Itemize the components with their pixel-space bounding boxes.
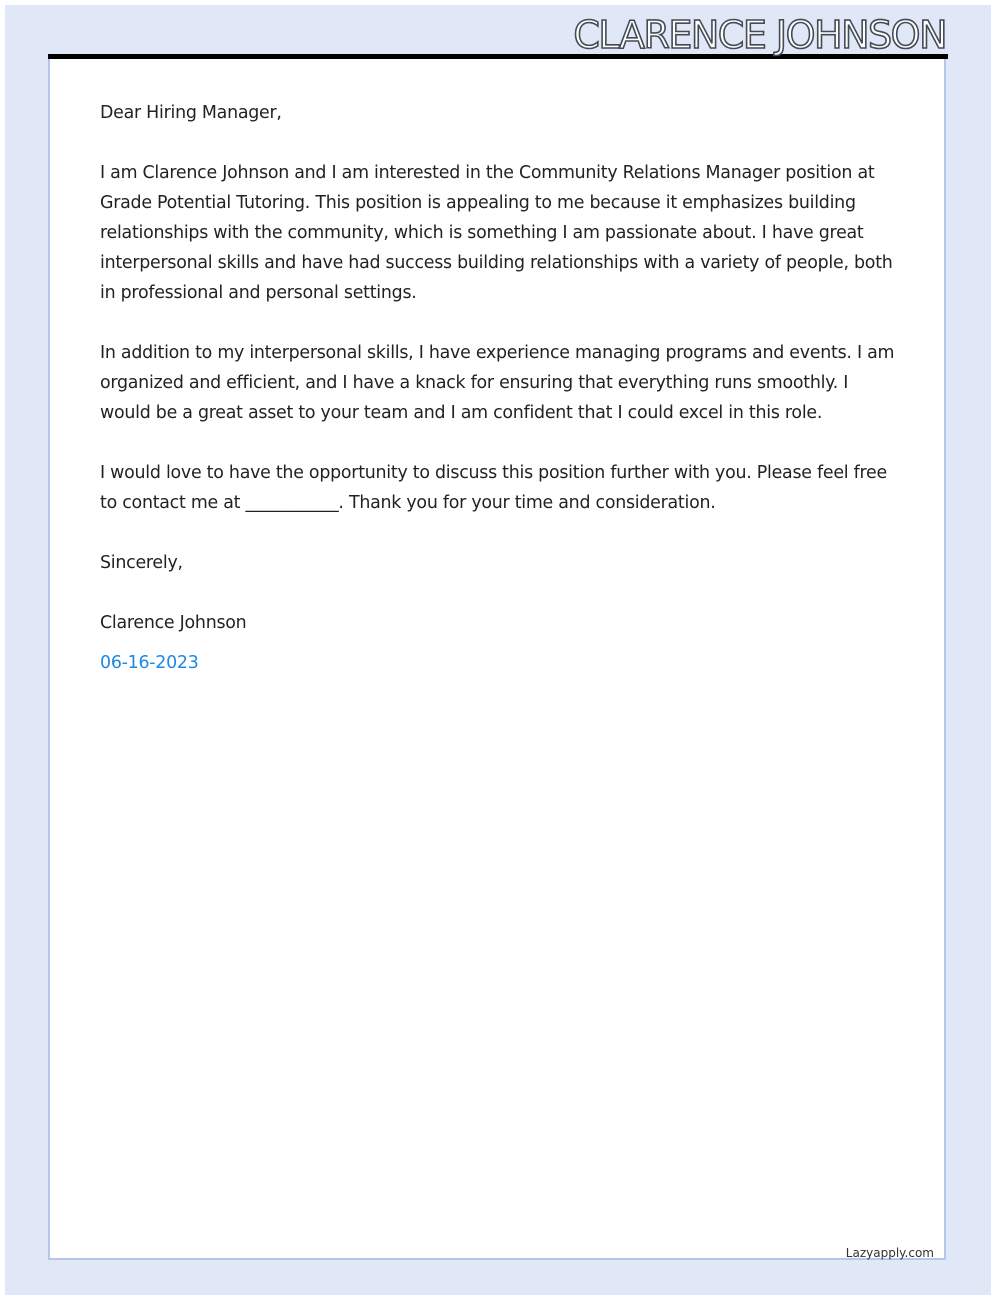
closing-phrase: Sincerely, (100, 553, 183, 573)
letter-date: 06-16-2023 (100, 653, 199, 673)
salutation: Dear Hiring Manager, (100, 103, 282, 123)
signature-name: Clarence Johnson (100, 613, 247, 633)
cover-letter-body (100, 98, 900, 678)
applicant-name-heading: CLARENCE JOHNSON (573, 13, 946, 57)
paragraph-closing: I would love to have the opportunity to discuss this position further with you. Please feel free to contact me at ___________. Thank you for your time and consideration. (100, 463, 887, 513)
paragraph-experience: In addition to my interpersonal skills, I have experience managing programs and events. I am organized and efficient, and I have a knack for ensuring that everything runs smoothly. I would be a great asset to your team and I am confident that I could excel in this role. (100, 343, 895, 423)
footer-brand: Lazyapply.com (845, 1246, 934, 1260)
paragraph-intro: I am Clarence Johnson and I am interested in the Community Relations Manager position at Grade Potential Tutoring. This position is appealing to me because it emphasizes building relationships with the community, which is something I am passionate about. I have great interpersonal skills and have had success building relationships with a variety of people, both in professional and personal settings. (100, 163, 893, 303)
